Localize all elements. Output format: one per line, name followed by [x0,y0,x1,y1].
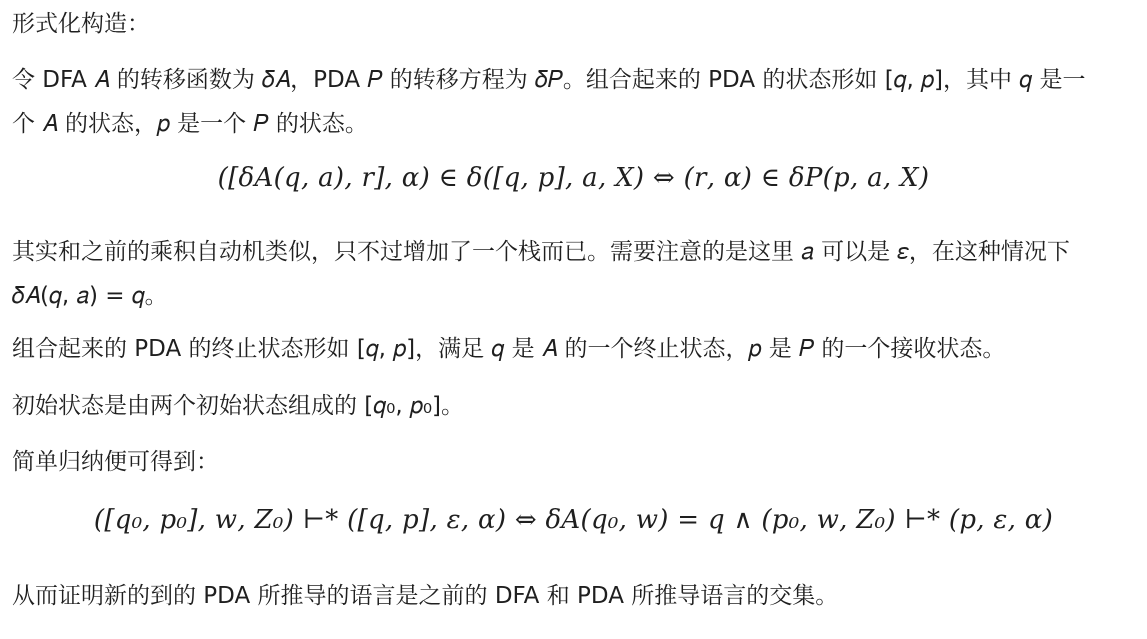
section-heading: 形式化构造： [12,11,150,37]
product-automaton-note [12,230,1127,318]
induction-intro: 简单归纳便可得到： [12,449,219,475]
product-note-line-1: 其实和之前的乘积自动机类似，只不过增加了一个栈而已。需要注意的是这里 𝑎 可以是 𝜀，在这种情况下 [12,239,1070,265]
final-states-paragraph: 组合起来的 PDA 的终止状态形如 [𝑞, 𝑝]，满足 𝑞 是 𝐴 的一个终止状态，𝑝 是 𝑃 的一个接收状态。 [12,336,1006,362]
intro-line-2: 个 𝐴 的状态，𝑝 是一个 𝑃 的状态。 [12,111,368,137]
transition-formula: ([𝛿𝐴(𝑞, 𝑎), 𝑟], 𝛼) ∈ 𝛿([𝑞, 𝑝], 𝑎, 𝑋) ⇔ (𝑟, 𝛼) ∈ 𝛿𝑃(𝑝, 𝑎, 𝑋) [217,163,930,193]
intro-line-1: 令 DFA 𝐴 的转移函数为 𝛿𝐴，PDA 𝑃 的转移方程为 𝛿𝑃。组合起来的 PDA 的状态形如 [𝑞, 𝑝]，其中 𝑞 是一 [12,67,1086,93]
induction-formula: ([𝑞₀, 𝑝₀], 𝑤, 𝑍₀) ⊢* ([𝑞, 𝑝], 𝜀, 𝛼) ⇔ 𝛿𝐴(𝑞₀, 𝑤) = 𝑞 ∧ (𝑝₀, 𝑤, 𝑍₀) ⊢* (𝑝, 𝜀, 𝛼) [93,505,1054,535]
intro-paragraph [12,58,1127,146]
product-note-line-2: 𝛿𝐴(𝑞, 𝑎) = 𝑞。 [12,283,168,309]
conclusion-paragraph: 从而证明新的到的 PDA 所推导的语言是之前的 DFA 和 PDA 所推导语言的交集。 [12,583,839,609]
initial-state-paragraph: 初始状态是由两个初始状态组成的 [𝑞₀, 𝑝₀]。 [12,393,465,419]
